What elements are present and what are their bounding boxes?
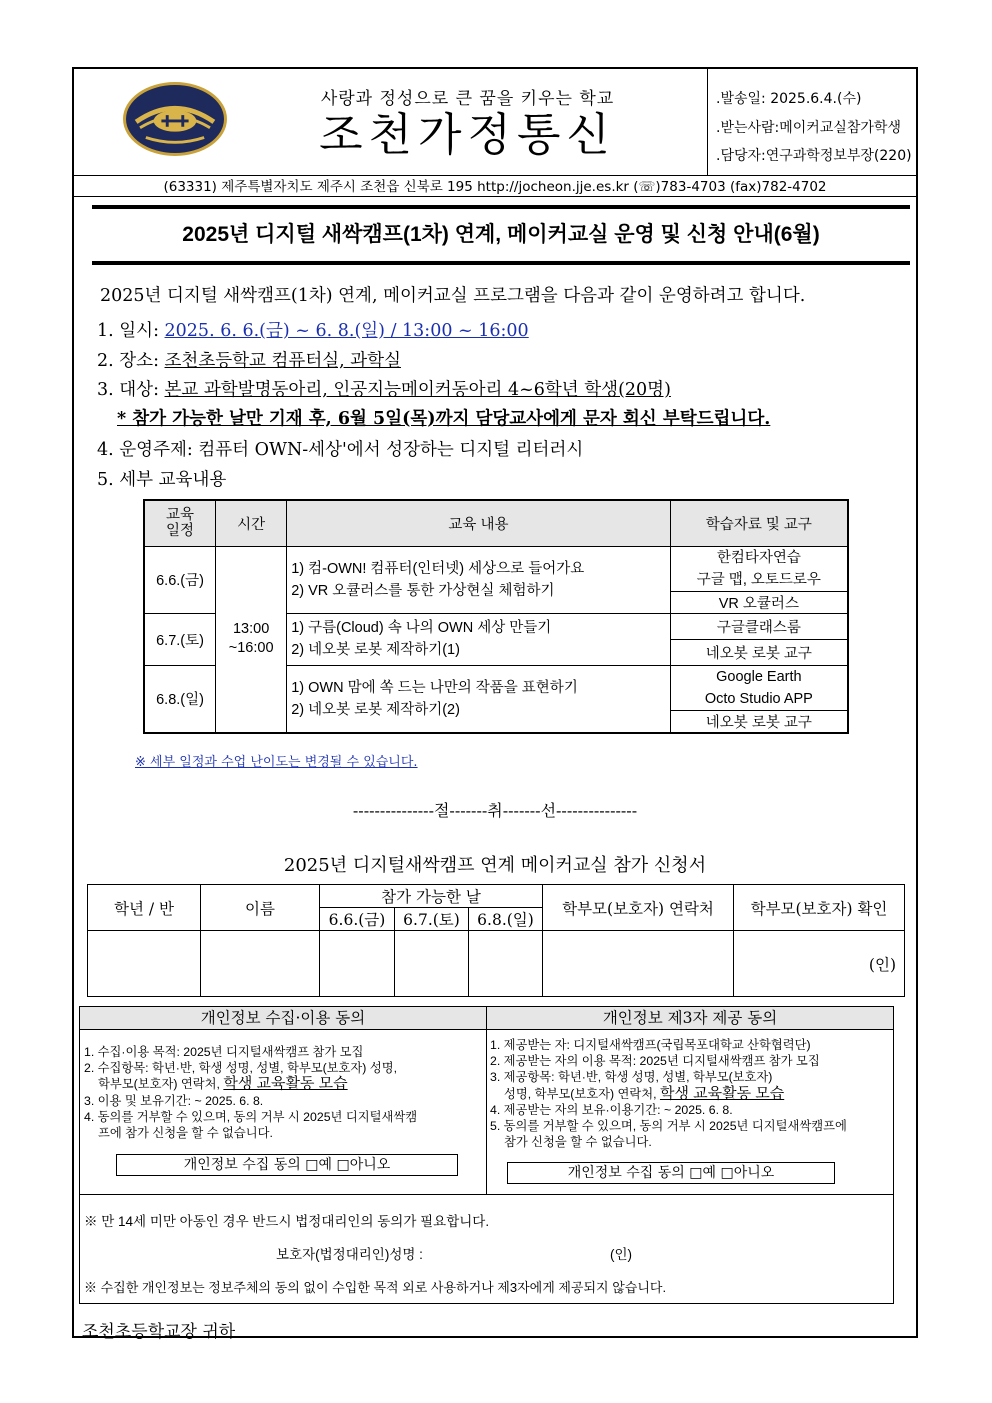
schedule-time: 13:00 ~16:00 [216, 546, 287, 733]
schedule-date-day2: 6.7.(토) [144, 613, 216, 665]
cut-line: ---------------절-------취-------선--------------- [352, 801, 638, 820]
privacy-third-party-section [486, 1006, 894, 1195]
day2-input-cell[interactable] [395, 931, 469, 997]
col-confirm: 학부모(보호자) 확인 [734, 885, 905, 931]
col-day1: 6.6.(금) [320, 908, 395, 931]
confirm-seal-cell[interactable]: (인) [734, 931, 905, 997]
item-target-value: 본교 과학발명동아리, 인공지능메이커동아리 4~6학년 학생(20명) [164, 380, 671, 400]
material-google-map: 구글 맵, 오토드로우 [696, 571, 821, 588]
schedule-content-day3 [287, 665, 671, 733]
collect-line-2b [84, 1076, 486, 1092]
col-days: 참가 가능한 날 [320, 885, 543, 908]
material-hancom: 한컴타자연습 [716, 549, 801, 566]
material-octo-studio: Octo Studio APP [704, 690, 813, 707]
material-vr: VR 오큘러스 [670, 591, 848, 613]
third-line-4: 4. 제공받는 자의 보유·이용기간: ~ 2025. 6. 8. [490, 1102, 733, 1117]
collect-line-2c: 학생 교육활동 모습 [223, 1075, 348, 1093]
target-note: * 참가 가능한 날만 기재 후, 6월 5일(목)까지 담당교사에게 문자 회신 부탁드립니다. [117, 409, 771, 429]
materials-day3-a [670, 665, 848, 710]
content-day2-line1: 1) 구름(Cloud) 속 나의 OWN 세상 만들기 [291, 620, 552, 636]
item-date [97, 317, 529, 342]
col-day3: 6.8.(일) [469, 908, 543, 931]
grade-input-cell[interactable] [88, 931, 201, 997]
header-vertical-divider [707, 67, 708, 175]
item-place-label: 2. 장소: [97, 351, 165, 371]
col-grade: 학년 / 반 [88, 885, 201, 931]
item-place [97, 347, 401, 372]
third-consent-checkbox[interactable]: 개인정보 수집 동의 □예 □아니오 [507, 1162, 835, 1184]
item-date-value: 2025. 6. 6.(금) ~ 6. 8.(일) / 13:00 ~ 16:00 [164, 321, 529, 341]
material-google-earth: Google Earth [716, 668, 802, 685]
content-day2-line2: 2) 네오봇 로봇 제작하기(1) [291, 642, 460, 658]
collect-line-4a: 4. 동의를 거부할 수 있으며, 동의 거부 시 2025년 디지털새싹캠 [84, 1109, 418, 1124]
day1-input-cell[interactable] [320, 931, 395, 997]
privacy-disclaimer: ※ 수집한 개인정보는 정보주체의 동의 없이 수입한 목적 외로 사용하거나 제3자에게 제공되지 않습니다. [84, 1280, 667, 1295]
schedule-table [143, 499, 849, 734]
school-emblem-icon [123, 82, 227, 156]
content-day1-line2: 2) VR 오큘러스를 통한 가상현실 체험하기 [291, 582, 555, 599]
school-motto: 사랑과 정성으로 큰 꿈을 키우는 학교 [320, 89, 615, 109]
col-contact: 학부모(보호자) 연락처 [543, 885, 734, 931]
item-theme: 4. 운영주제: 컴퓨터 OWN-세상'에서 성장하는 디지털 리터러시 [97, 440, 584, 460]
newsletter-title: 조천가정통신 [319, 108, 616, 161]
content-day3-line1: 1) OWN 맘에 쏙 드는 나만의 작품을 표현하기 [291, 679, 578, 696]
content-day1-line1: 1) 컴-OWN! 컴퓨터(인터넷) 세상으로 들어가요 [291, 560, 585, 577]
collect-line-2b-text: 학부모(보호자) 연락처, [98, 1077, 224, 1092]
privacy-third-title: 개인정보 제3자 제공 동의 [487, 1007, 893, 1030]
third-line-5b: 참가 신청을 할 수 없습니다. [504, 1135, 652, 1150]
schedule-content-day2 [287, 613, 671, 665]
third-line-3b-text: 성명, 학부모(보호자) 연락처, [504, 1086, 660, 1101]
material-google-classroom: 구글클래스룸 [670, 613, 848, 639]
collect-line-4b: 프에 참가 신청을 할 수 없습니다. [98, 1126, 273, 1141]
third-line-1: 1. 제공받는 자: 디지털새싹캠프(국립목포대학교 산학협력단) [490, 1038, 811, 1052]
header-divider [72, 175, 918, 176]
materials-day1-a [670, 546, 848, 591]
guardian-seal[interactable]: (인) [610, 1247, 633, 1262]
under14-note: ※ 만 14세 미만 아동인 경우 반드시 법정대리인의 동의가 필요합니다. [84, 1214, 490, 1229]
guardian-sign-label: 보호자(법정대리인)성명 : [276, 1247, 423, 1262]
privacy-third-list [490, 1037, 894, 1150]
content-day3-line2: 2) 네오봇 로봇 제작하기(2) [291, 701, 460, 718]
application-form-title: 2025년 디지털새싹캠프 연계 메이커교실 참가 신청서 [283, 855, 707, 876]
manager: .담당자:연구과학정보부장(220) [716, 148, 912, 164]
third-line-5a: 5. 동의를 거부할 수 있으며, 동의 거부 시 2025년 디지털새싹캠프에 [490, 1119, 847, 1134]
item-place-value: 조천초등학교 컴퓨터실, 과학실 [164, 351, 401, 371]
item-date-label: 1. 일시: [97, 321, 165, 341]
schedule-header-time: 시간 [216, 500, 287, 546]
third-line-2: 2. 제공받는 자의 이용 목적: 2025년 디지털새싹캠프 참가 모집 [490, 1054, 820, 1069]
recipient: .받는사람:메이커교실참가학생 [716, 120, 901, 136]
schedule-header-date: 교육 일정 [144, 500, 216, 546]
third-line-3b [490, 1086, 894, 1102]
item-target-label: 3. 대상: [97, 380, 165, 400]
collect-line-1: 1. 수집·이용 목적: 2025년 디지털새싹캠프 참가 모집 [84, 1045, 364, 1059]
item-detail: 5. 세부 교육내용 [97, 470, 227, 490]
schedule-header-content: 교육 내용 [287, 500, 671, 546]
name-input-cell[interactable] [201, 931, 320, 997]
document-title: 2025년 디지털 새싹캠프(1차) 연계, 메이커교실 운영 및 신청 안내(6월) [92, 205, 910, 265]
collect-line-2a: 2. 수집항목: 학년·반, 학생 성명, 성별, 학부모(보호자) 성명, [84, 1061, 397, 1076]
third-line-3a: 3. 제공항목: 학년·반, 학생 성명, 성별, 학부모(보호자) [490, 1070, 773, 1085]
col-day2: 6.7.(토) [395, 908, 469, 931]
schedule-date-day3: 6.8.(일) [144, 665, 216, 733]
schedule-note: ※ 세부 일정과 수업 난이도는 변경될 수 있습니다. [135, 755, 418, 770]
schedule-content-day1 [287, 546, 671, 613]
day3-input-cell[interactable] [469, 931, 543, 997]
collect-consent-checkbox[interactable]: 개인정보 수집 동의 □예 □아니오 [116, 1154, 458, 1176]
application-entry-row [88, 931, 905, 997]
school-address: (63331) 제주특별자치도 제주시 조천읍 신북로 195 http://jocheon.jje.es.kr (☏)783-4703 (fax)782-4702 [163, 179, 827, 195]
schedule-row-day1 [144, 546, 848, 591]
signoff: 조천초등학교장 귀하 [82, 1322, 236, 1342]
item-target [97, 376, 671, 401]
send-date: .발송일: 2025.6.4.(수) [716, 91, 862, 107]
privacy-collect-list [84, 1044, 486, 1141]
material-neobot-2: 네오봇 로봇 교구 [670, 710, 848, 733]
schedule-header-row [144, 500, 848, 546]
application-header-row [88, 885, 905, 908]
application-table [87, 884, 905, 997]
intro-text: 2025년 디지털 새싹캠프(1차) 연계, 메이커교실 프로그램을 다음과 같이 운영하려고 합니다. [100, 286, 806, 306]
schedule-date-day1: 6.6.(금) [144, 546, 216, 613]
schedule-header-materials: 학습자료 및 교구 [670, 500, 848, 546]
privacy-collect-title: 개인정보 수집·이용 동의 [80, 1007, 486, 1030]
privacy-collect-section [79, 1006, 487, 1195]
third-line-3c: 학생 교육활동 모습 [659, 1084, 785, 1102]
col-name: 이름 [201, 885, 320, 931]
material-neobot-1: 네오봇 로봇 교구 [670, 639, 848, 665]
collect-line-3: 3. 이용 및 보유기간: ~ 2025. 6. 8. [84, 1093, 264, 1108]
contact-input-cell[interactable] [543, 931, 734, 997]
